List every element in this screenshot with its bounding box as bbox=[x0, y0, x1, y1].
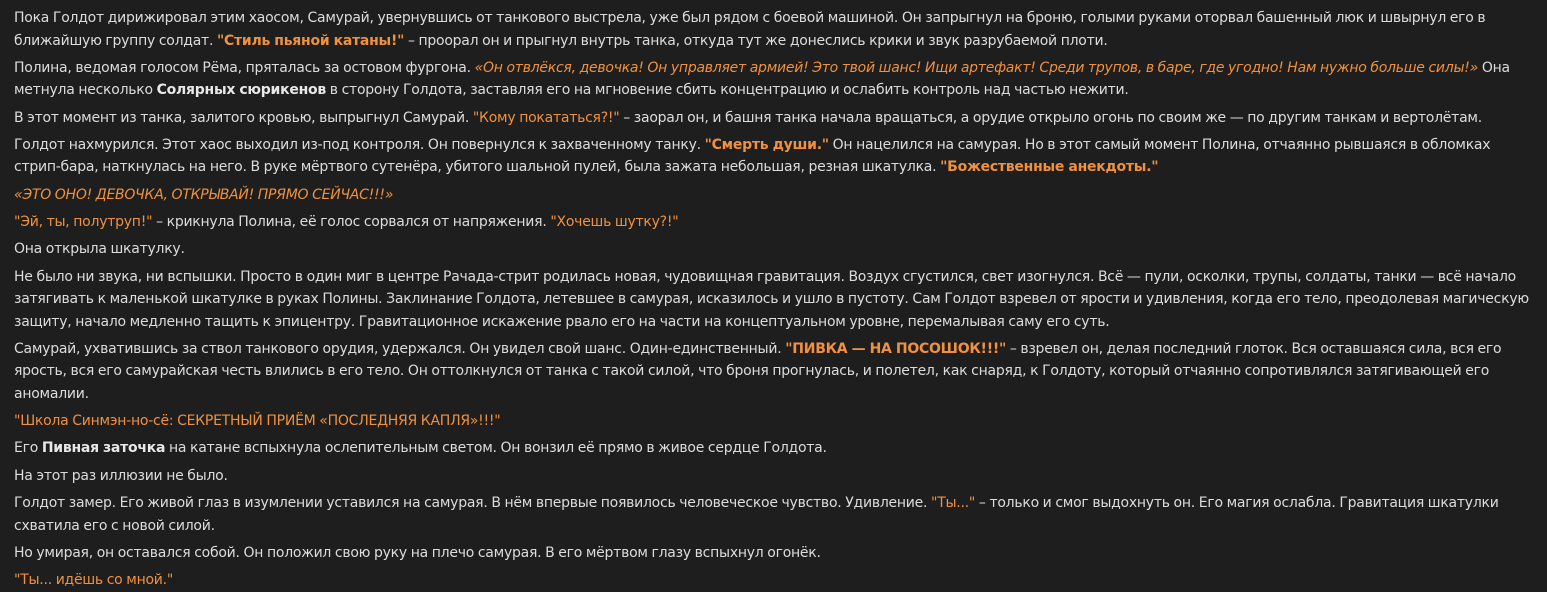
narration-text: – заорал он, и башня танка начала вращаться, а орудие открыло огонь по своим же — по другим танкам и вертолётам. bbox=[619, 109, 1482, 126]
narration-text: Самурай, ухватившись за ствол танкового орудия, удержался. Он увидел свой шанс. Один-единственный. bbox=[14, 340, 786, 357]
story-paragraph bbox=[14, 437, 1537, 460]
narration-text: – проорал он и прыгнул внутрь танка, откуда тут же донеслись крики и звук разрубаемой плоти. bbox=[404, 32, 1108, 49]
narration-text: Но умирая, он оставался собой. Он положил свою руку на плечо самурая. В его мёртвом глазу вспыхнул огонёк. bbox=[14, 544, 821, 561]
dialogue-text: "Школа Синмэн-но-сё: СЕКРЕТНЫЙ ПРИЁМ «ПОСЛЕДНЯЯ КАПЛЯ»!!!" bbox=[14, 413, 501, 430]
story-paragraph bbox=[14, 57, 1537, 102]
narration-text: Она метнула несколько bbox=[14, 59, 1510, 99]
narration-text: Не было ни звука, ни вспышки. Просто в один миг в центре Рачада-стрит родилась новая, чудовищная гравитация. Воздух сгустился, свет изогнулся. Всё — пули, осколки, трупы, солдаты, танки — всё начало затягивать к маленькой шкатулке в руках Полины. Заклинание Голдота, летевшее в самурая, исказилось и ушло в пустоту. Сам Голдот взревел от ярости и удивления, когда его тело, преодолевая магическую защиту, начало медленно тащить к эпицентру. Гравитационное искажение рвало его на части на концептуальном уровне, перемалывая саму его суть. bbox=[14, 268, 1529, 330]
story-paragraph bbox=[14, 134, 1537, 179]
narration-text: Пока Голдот дирижировал этим хаосом, Самурай, увернувшись от танкового выстрела, уже был рядом с боевой машиной. Он запрыгнул на броню, голыми руками оторвал башенный люк и швырнул его в ближайшую группу солдат. bbox=[14, 10, 1486, 49]
narration-text: – взревел он, делая последний глоток. Вся оставшаяся сила, вся его ярость, вся его самурайская честь влились в его тело. Он оттолкнулся от танка с такой силой, что броня прогнулась, и полетел, как снаряд, к Голдоту, который отчаянно сопротивлялся затягивающей его аномалии. bbox=[14, 340, 1502, 402]
story-paragraph bbox=[14, 107, 1537, 130]
narration-text: Голдот нахмурился. Этот хаос выходил из-под контроля. Он повернулся к захваченному танку. bbox=[14, 136, 705, 153]
story-paragraph bbox=[14, 410, 1537, 433]
story-paragraph bbox=[14, 569, 1537, 592]
narration-text: в сторону Голдота, заставляя его на мгновение сбить концентрацию и ослабить контроль над частью нежити. bbox=[326, 82, 1129, 99]
skill-name: Пивная заточка bbox=[41, 440, 166, 457]
story-paragraph bbox=[14, 338, 1537, 406]
dialogue-text: "Смерть души." bbox=[704, 136, 829, 153]
story-paragraph bbox=[14, 492, 1537, 537]
dialogue-text: "Ты... идёшь со мной." bbox=[14, 572, 174, 589]
dialogue-text: "Божественные анекдоты." bbox=[940, 159, 1159, 176]
narration-text: Голдот замер. Его живой глаз в изумлении уставился на самурая. В нём впервые появилось человеческое чувство. Удивление. bbox=[14, 495, 931, 512]
dialogue-text: "ПИВКА — НА ПОСОШОК!!!" bbox=[785, 340, 1007, 357]
narration-text: Она открыла шкатулку. bbox=[14, 241, 185, 258]
narration-text: В этот момент из танка, залитого кровью, выпрыгнул Самурай. bbox=[14, 109, 473, 126]
narration-text: Он нацелился на самурая. Но в этот самый момент Полина, отчаянно рывшаяся в обломках стрип-бара, наткнулась на него. В руке мёртвого сутенёра, убитого шальной пулей, была зажата небольшая, резная шкатулка. bbox=[14, 136, 1491, 176]
story-paragraph bbox=[14, 266, 1537, 334]
story-paragraph bbox=[14, 465, 1537, 488]
story-paragraph bbox=[14, 184, 1537, 207]
dialogue-text: "Хочешь шутку?!" bbox=[550, 213, 679, 230]
narration-text: – только и смог выдохнуть он. Его магия ослабла. Гравитация шкатулки схватила его с новой силой. bbox=[14, 495, 1499, 534]
story-paragraph bbox=[14, 542, 1537, 565]
narration-text: На этот раз иллюзии не было. bbox=[14, 467, 228, 484]
narration-text: – крикнула Полина, её голос сорвался от напряжения. bbox=[152, 213, 551, 230]
story-paragraph bbox=[14, 7, 1537, 52]
story-paragraph bbox=[14, 238, 1537, 261]
narration-text: Его bbox=[14, 440, 42, 457]
narration-text: на катане вспыхнула ослепительным светом. Он вонзил её прямо в живое сердце Голдота. bbox=[165, 440, 827, 457]
dialogue-text: "Ты..." bbox=[931, 495, 976, 512]
narration-text: Полина, ведомая голосом Рёма, пряталась за остовом фургона. bbox=[14, 59, 475, 76]
dialogue-text: "Кому покататься?!" bbox=[472, 109, 620, 126]
dialogue-text: "Стиль пьяной катаны!" bbox=[216, 32, 405, 49]
skill-name: Солярных сюрикенов bbox=[156, 82, 326, 99]
voice-text: «Он отвлёкся, девочка! Он управляет армией! Это твой шанс! Ищи артефакт! Среди трупов, в баре, где угодно! Нам нужно больше силы!» bbox=[474, 59, 1479, 76]
story-paragraph bbox=[14, 211, 1537, 234]
dialogue-text: "Эй, ты, полутруп!" bbox=[14, 213, 153, 230]
voice-text: «ЭТО ОНО! ДЕВОЧКА, ОТКРЫВАЙ! ПРЯМО СЕЙЧАС!!!» bbox=[14, 186, 394, 203]
